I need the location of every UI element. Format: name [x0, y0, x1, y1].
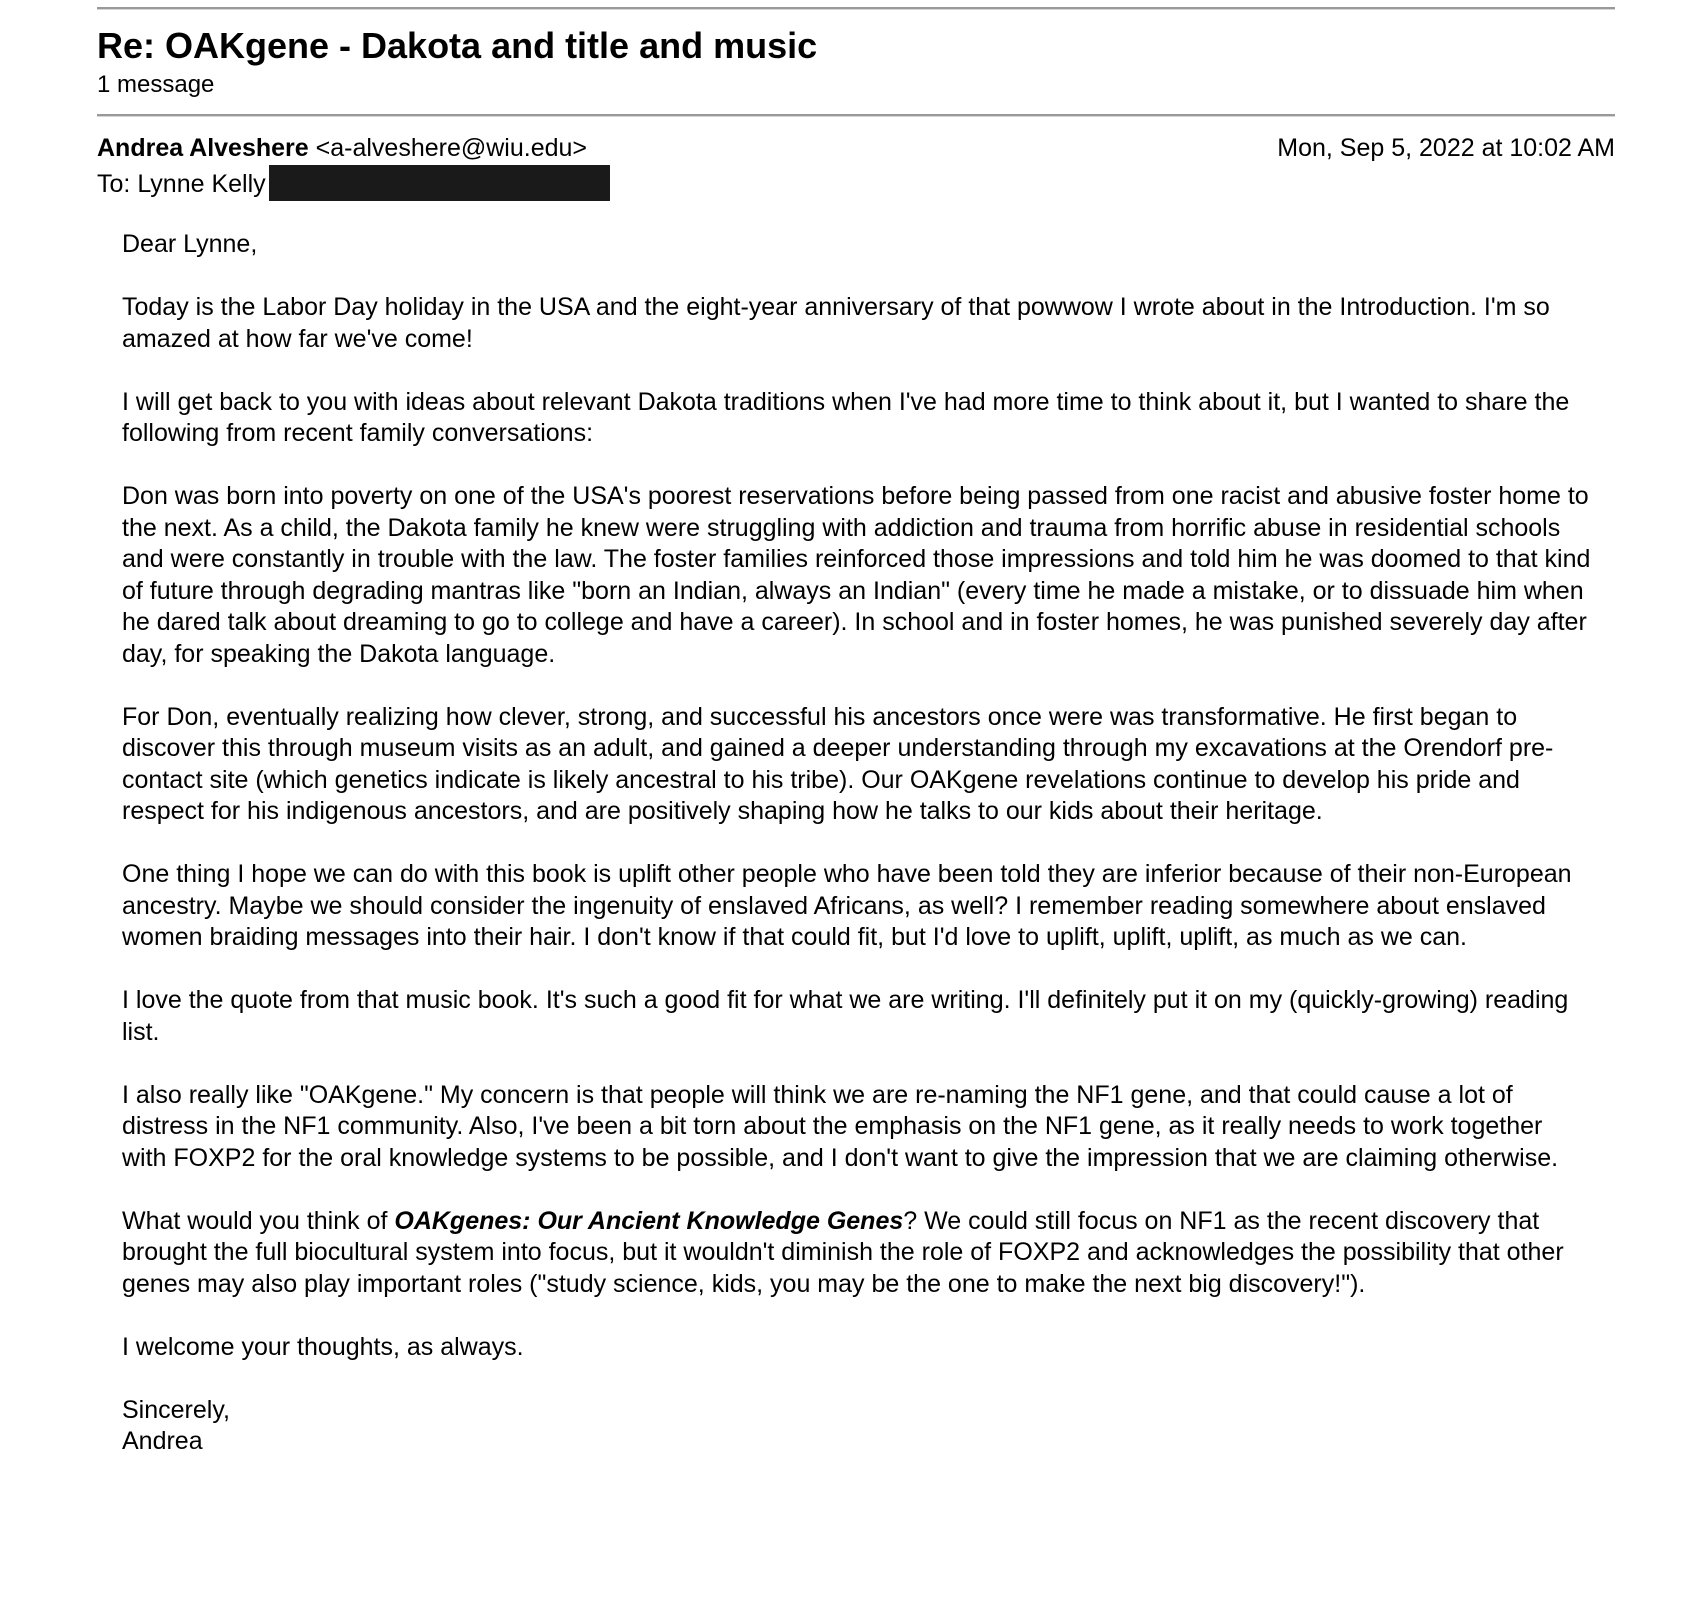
p8-after: ? We could still focus on NF1 as the recent discovery that brought the full biocultural system into focus, but it wouldn't diminish the role of FOXP2 and acknowledges the possibility that other genes may also play important roles ("study science, kids, you may be the one to make the next big discovery!").: [122, 1206, 1564, 1298]
signature: Andrea: [122, 1427, 203, 1455]
header-divider: [97, 114, 1615, 117]
body-paragraph-2: I will get back to you with ideas about relevant Dakota traditions when I've had more time to think about it, but I wanted to share the following from recent family conversations:: [122, 387, 1570, 447]
closing: Sincerely,: [122, 1395, 230, 1424]
body-paragraph-7: I also really like "OAKgene." My concern is that people will think we are re-naming the NF1 gene, and that could cause a lot of distress in the NF1 community. Also, I've been a bit torn about the emphasis on the NF1 gene, as it really needs to work together with FOXP2 for the oral knowledge systems to be possible, and I don't want to give the impression that we are claiming otherwise.: [122, 1080, 1559, 1172]
email-body: [122, 229, 1592, 1458]
p8-before: What would you think of: [122, 1206, 395, 1235]
to-label: To:: [97, 170, 131, 198]
body-paragraph-5: One thing I hope we can do with this book is uplift other people who have been told they are inferior because of their non-European ancestry. Maybe we should consider the ingenuity of enslaved Africans, as well? I remember reading somewhere about enslaved women braiding messages into their hair. I don't know if that could fit, but I'd love to uplift, uplift, uplift, as much as we can.: [122, 860, 1572, 951]
body-paragraph-9: I welcome your thoughts, as always.: [122, 1332, 524, 1361]
redacted-email-block: [269, 165, 610, 201]
email-date: Mon, Sep 5, 2022 at 10:02 AM: [1277, 134, 1615, 162]
body-paragraph-4: For Don, eventually realizing how clever, strong, and successful his ancestors once were was transformative. He first began to discover this through museum visits as an adult, and gained a deeper understanding through my excavations at the Orendorf pre-contact site (which genetics indicate is likely ancestral to his tribe). Our OAKgene revelations continue to develop his pride and respect for his indigenous ancestors, and are positively shaping how he talks to our kids about their heritage.: [122, 702, 1554, 825]
body-paragraph-3: Don was born into poverty on one of the USA's poorest reservations before being passed from one racist and abusive foster home to the next. As a child, the Dakota family he knew were struggling with addiction and trauma from horrific abuse in residential schools and were constantly in trouble with the law. The foster families reinforced those impressions and told him he was doomed to that kind of future through degrading mantras like "born an Indian, always an Indian" (every time he made a mistake, or to dissuade him when he dared talk about dreaming to go to college and have a career). In school and in foster homes, he was punished severely day after day, for speaking the Dakota language.: [122, 482, 1591, 668]
body-paragraph-1: Today is the Labor Day holiday in the USA and the eight-year anniversary of that powwow I wrote about in the Introduction. I'm so amazed at how far we've come!: [122, 293, 1550, 353]
recipient-name: Lynne Kelly: [137, 170, 266, 198]
recipient-line: [97, 165, 610, 201]
body-paragraph-6: I love the quote from that music book. It's such a good fit for what we are writing. I'll definitely put it on my (quickly-growing) reading list.: [122, 986, 1569, 1046]
message-count: 1 message: [97, 71, 215, 98]
sender-email[interactable]: <a-alveshere@wiu.edu>: [315, 134, 587, 162]
proposed-title: OAKgenes: Our Ancient Knowledge Genes: [394, 1206, 904, 1235]
greeting: Dear Lynne,: [122, 230, 258, 258]
body-paragraph-8: [122, 1206, 1592, 1301]
sender-name: Andrea Alveshere: [97, 134, 309, 162]
email-subject: Re: OAKgene - Dakota and title and music: [97, 25, 818, 66]
sender-line: [97, 133, 587, 163]
top-divider: [97, 7, 1615, 10]
